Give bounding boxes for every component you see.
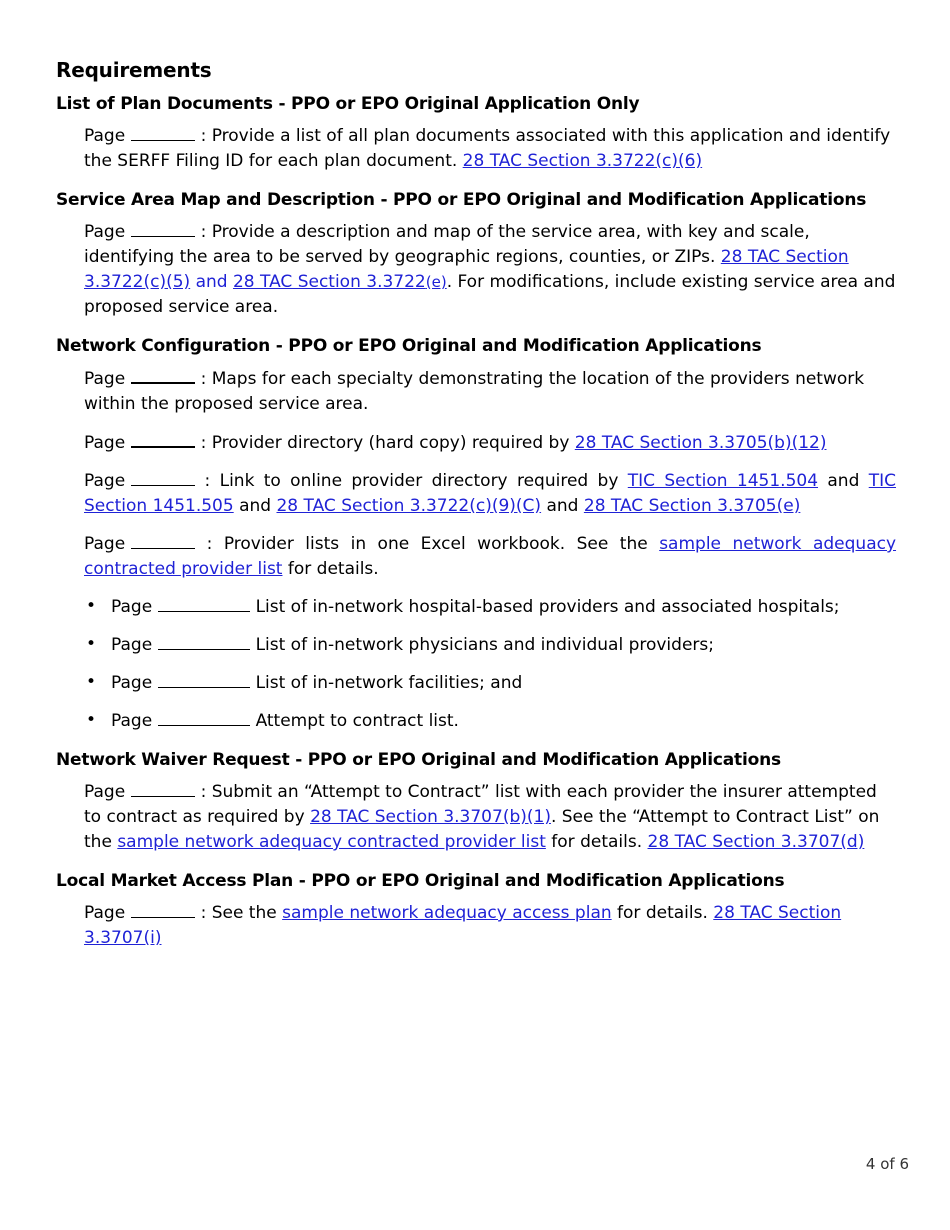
requirement-text: : Provider directory (hard copy) required by [200,433,570,453]
bullet-item [111,632,896,658]
bullet-item [111,594,896,620]
requirement-item [84,531,896,582]
page-number-blank[interactable] [131,219,195,237]
page-label: Page [111,597,153,617]
page-number: 4 of 6 [865,1155,909,1173]
page-label: Page [84,222,126,242]
requirement-text-mid: for details. [617,903,708,923]
section-plan-documents [56,94,896,174]
page-number-blank[interactable] [158,632,250,650]
requirement-item [84,219,896,320]
page-label: Page [111,711,153,731]
connector-text: and [195,272,228,292]
rule-link-text: 28 TAC Section 3.3722 [232,272,426,292]
rule-link[interactable]: 28 TAC Section 3.3707(b)(1) [310,807,551,827]
requirement-text: : Provide a description and map of the service area, with key and scale, identifying the area to be served by geographic regions, counties, or ZIPs. [84,222,810,267]
page-number-blank[interactable] [158,670,250,688]
document-page [56,58,896,967]
page-label: Page [84,903,126,923]
bullet-item [111,670,896,696]
page-number-blank[interactable] [131,779,195,797]
connector-text: and [827,471,860,491]
requirement-item [84,900,896,951]
statute-link[interactable]: TIC Section 1451.504 [627,471,819,491]
requirement-text-mid: for details. [551,832,643,852]
page-number-blank[interactable] [158,594,250,612]
rule-link[interactable]: 28 TAC Section 3.3722(c)(6) [462,151,703,171]
page-number-blank[interactable] [131,468,195,486]
requirement-item [84,365,896,417]
requirement-text: : Provide a list of all plan documents associated with this application and identify the SERFF Filing ID for each plan document. [84,126,891,171]
access-plan-link[interactable]: sample network adequacy access plan [282,903,612,923]
page-label: Page [84,126,126,146]
rule-link[interactable]: 28 TAC Section 3.3705(b)(12) [574,433,827,453]
requirement-text: : Provider lists in one Excel workbook. See the [206,534,648,554]
bullet-item [111,708,896,734]
requirement-item [84,468,896,519]
requirement-item [84,779,896,855]
rule-link[interactable]: 28 TAC Section 3.3722(c)(9)(C) [276,496,542,516]
bullet-text: Attempt to contract list. [255,711,459,731]
page-label: Page [111,635,153,655]
requirement-text-after: for details. [287,559,379,579]
statute-link[interactable]: TIC Section 1451.505 [84,471,896,516]
page-number-blank[interactable] [131,123,195,141]
page-number-blank[interactable] [131,531,195,549]
page-label: Page [111,673,153,693]
page-number-blank[interactable] [131,429,195,448]
requirement-text-mid: . See the “Attempt to Contract List” on the [84,807,880,852]
page-label: Page [84,534,126,554]
page-label: Page [84,782,126,802]
rule-link-suffix: (e) [425,273,447,291]
sample-list-link[interactable]: sample network adequacy contracted provider list [84,534,897,579]
requirement-item [84,429,896,456]
connector-text: and [239,496,272,516]
requirement-item [84,123,896,174]
rule-link[interactable]: 28 TAC Section 3.3707(d) [647,832,865,852]
connector-text: and [546,496,579,516]
section-network-waiver [56,750,896,855]
page-number-blank[interactable] [131,900,195,918]
page-label: Page [84,433,126,453]
section-network-configuration [56,336,896,734]
section-title: Network Configuration - PPO or EPO Original and Modification Applications [56,336,762,356]
provider-list-bullets [56,594,896,734]
bullet-text: List of in-network physicians and individual providers; [255,635,714,655]
section-title: List of Plan Documents - PPO or EPO Original Application Only [56,94,640,114]
page-label: Page [84,369,126,389]
rule-link[interactable]: 28 TAC Section 3.3707(i) [84,903,842,948]
section-service-area [56,190,896,320]
section-title: Network Waiver Request - PPO or EPO Original and Modification Applications [56,750,781,770]
sample-list-link[interactable]: sample network adequacy contracted provider list [117,832,546,852]
bullet-text: List of in-network facilities; and [255,673,523,693]
rule-link[interactable]: 28 TAC Section 3.3705(e) [583,496,801,516]
requirement-text: : Link to online provider directory required by [204,471,619,491]
page-label: Page [84,471,126,491]
section-title: Service Area Map and Description - PPO or EPO Original and Modification Applications [56,190,867,210]
page-number-blank[interactable] [158,708,250,726]
requirement-text: : Maps for each specialty demonstrating the location of the providers network within the proposed service area. [84,369,865,414]
page-number-blank[interactable] [131,365,195,384]
requirement-text-after: . For modifications, include existing service area and proposed service area. [84,272,896,317]
rule-link[interactable]: 28 TAC Section 3.3722(c)(5) [84,247,849,292]
bullet-text: List of in-network hospital-based providers and associated hospitals; [255,597,840,617]
requirement-text: : Submit an “Attempt to Contract” list with each provider the insurer attempted to contract as required by [84,782,877,827]
requirement-text: : See the [200,903,277,923]
requirements-heading: Requirements [56,58,212,82]
section-access-plan [56,871,896,951]
rule-link[interactable] [233,272,447,292]
section-title: Local Market Access Plan - PPO or EPO Original and Modification Applications [56,871,785,891]
